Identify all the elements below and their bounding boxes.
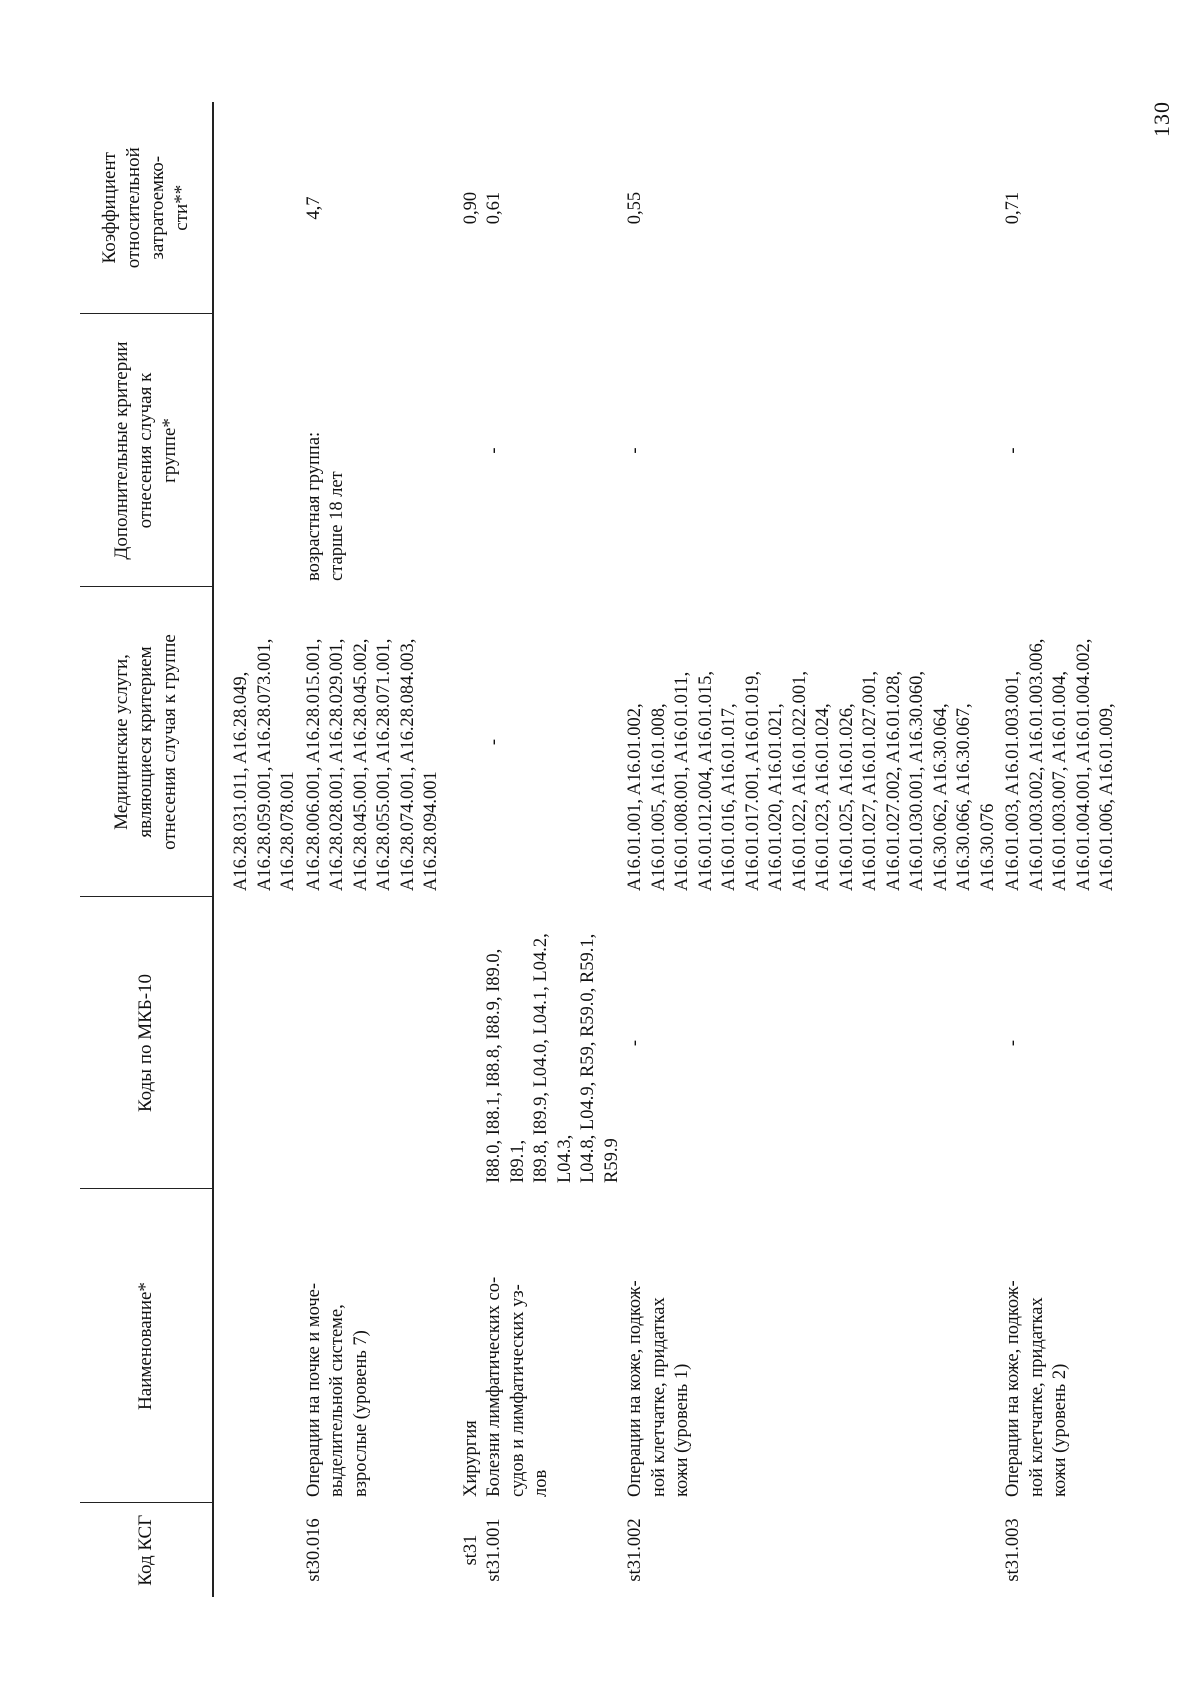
cell-name: Операции на почке и моче- выделительной системе, взрослые (уровень 7) [303, 1282, 371, 1497]
cell-services: A16.01.003, A16.01.003.001, A16.01.003.002, A16.01.003.006, A16.01.003.007, A16.01.004, A16.01.004.001, A16.01.004.002, A16.01.006, A16.01.009, [1003, 638, 1117, 891]
ksg-table [80, 102, 1120, 1597]
header-name: Наименование* [80, 1189, 213, 1503]
cell-criteria: возрастная группа: старше 18 лет [303, 431, 347, 581]
cell-name: Болезни лимфатических со- судов и лимфатических уз- лов [484, 1276, 551, 1497]
table-row [213, 102, 301, 1597]
cell-code: st31 [460, 1534, 481, 1566]
cell-name: Хирургия [460, 1420, 481, 1497]
cell-services: A16.28.006.001, A16.28.015.001, A16.28.028.001, A16.28.029.001, A16.28.045.001, A16.28.045.002, A16.28.055.001, A16.28.071.001, A16.28.074.001, A16.28.084.003, A16.28.094.001 [303, 638, 441, 891]
cell-name: Операции на коже, подкож- ной клетчатке, придатках кожи (уровень 1) [625, 1280, 692, 1497]
cell-icd [444, 897, 484, 1189]
cell-code: st31.002 [625, 1518, 645, 1582]
header-criteria: Дополнительные критерии отнесения случая к группе* [80, 314, 213, 587]
header-services: Медицинские услуги, являющиеся критерием отнесения случая к группе [80, 587, 213, 897]
cell-name: Операции на коже, подкож- ной клетчатке, придатках кожи (уровень 2) [1003, 1280, 1070, 1497]
cell-services: A16.01.001, A16.01.002, A16.01.005, A16.01.008, A16.01.008.001, A16.01.011, A16.01.012.004, A16.01.015, A16.01.016, A16.01.017, A16.01.017.001, A16.01.019, A16.01.020, A16.01.021, A16.01.022, A16.01.022.001, A16.01.023, A16.01.024, A16.01.025, A16.01.026, A16.01.027, A16.01.027.001, A16.01.027.002, A16.01.028, A16.01.030.001, A16.30.060, A16.30.062, A16.30.064, A16.30.066, A16.30.067, A16.30.076 [625, 671, 998, 891]
table-row [444, 102, 484, 1597]
cell-services: - [484, 738, 504, 746]
cell-icd: - [1003, 1039, 1023, 1047]
cell-criteria: - [1003, 447, 1023, 454]
cell-coefficient [213, 102, 301, 314]
cell-icd: I88.0, I88.1, I88.8, I88.9, I89.0, I89.1, I89.8, I89.9, L04.0, L04.1, L04.2, L04.3, L04.8, L04.9, R59, R59.0, R59.1, R59.9 [484, 933, 622, 1183]
cell-icd: - [625, 1039, 645, 1047]
table-row [483, 102, 624, 1597]
header-coefficient: Коэффициент относительной затратоемко- сти** [80, 102, 213, 314]
cell-coefficient: 0,90 [460, 191, 481, 225]
cell-icd [213, 897, 301, 1189]
cell-coefficient: 0,71 [1003, 191, 1023, 225]
table-row [1000, 102, 1120, 1597]
cell-services [444, 587, 484, 897]
cell-coefficient: 4,7 [303, 196, 324, 220]
cell-code: st31.001 [484, 1518, 504, 1582]
cell-coefficient: 0,61 [484, 191, 504, 225]
cell-icd [301, 897, 444, 1189]
header-code: Код КСГ [80, 1503, 213, 1597]
cell-services: A16.28.031.011, A16.28.049, A16.28.059.001, A16.28.073.001, A16.28.078.001 [231, 638, 298, 891]
table-header-row [80, 102, 213, 1597]
header-icd: Коды по МКБ-10 [80, 897, 213, 1189]
page-number: 130 [1149, 101, 1174, 137]
cell-criteria: - [484, 447, 504, 454]
cell-criteria [213, 314, 301, 587]
cell-name [213, 1189, 301, 1503]
cell-code: st30.016 [303, 1518, 324, 1582]
cell-code [213, 1503, 301, 1597]
table-row [301, 102, 444, 1597]
cell-coefficient: 0,55 [625, 191, 645, 225]
table-row [624, 102, 1000, 1597]
cell-criteria: - [625, 447, 645, 454]
cell-code: st31.003 [1003, 1518, 1023, 1582]
cell-criteria [444, 314, 484, 587]
